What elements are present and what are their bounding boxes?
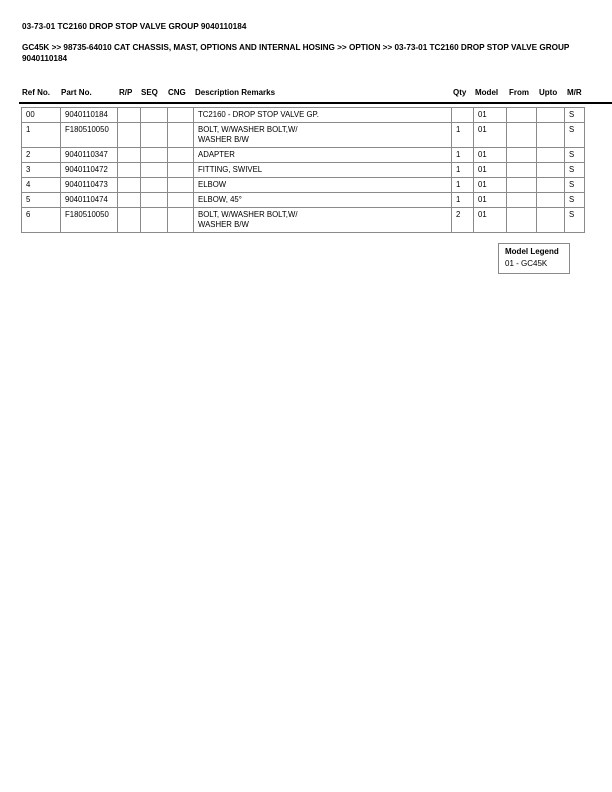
cell-upto [537,163,565,178]
cell-qty: 1 [452,123,474,148]
model-legend-entry: 01 - GC45K [505,259,548,268]
cell-qty: 2 [452,208,474,233]
cell-description [194,208,452,233]
model-legend [498,243,570,274]
header-part-no: Part No. [61,88,92,97]
cell-description [194,178,452,193]
cell-rp [118,193,141,208]
page-title: 03-73-01 TC2160 DROP STOP VALVE GROUP 9040110184 [22,22,247,31]
cell-seq [141,178,168,193]
header-model: Model [475,88,499,97]
cell-part-no: F180510050 [61,208,118,233]
cell-rp [118,178,141,193]
header-divider [19,102,612,104]
header-from: From [509,88,529,97]
cell-mr: S [565,193,585,208]
cell-part-no: F180510050 [61,123,118,148]
model-legend-title: Model Legend [505,247,559,256]
cell-ref-no: 5 [22,193,61,208]
cell-upto [537,123,565,148]
cell-ref-no: 3 [22,163,61,178]
cell-from [507,108,537,123]
header-mr: M/R [567,88,582,97]
cell-model: 01 [474,108,507,123]
cell-mr: S [565,208,585,233]
cell-model: 01 [474,193,507,208]
cell-from [507,163,537,178]
cell-rp [118,108,141,123]
cell-qty [452,108,474,123]
cell-upto [537,178,565,193]
table-header [22,88,586,102]
cell-description [194,163,452,178]
cell-mr: S [565,123,585,148]
cell-description [194,148,452,163]
cell-cng [168,123,194,148]
cell-cng [168,108,194,123]
table-row [22,123,585,148]
cell-mr: S [565,163,585,178]
header-description: Description Remarks [195,88,276,97]
cell-description [194,123,452,148]
header-qty: Qty [453,88,467,97]
table-row [22,163,585,178]
description-line-2: WASHER B/W [198,220,249,229]
cell-upto [537,193,565,208]
cell-seq [141,108,168,123]
cell-part-no: 9040110472 [61,163,118,178]
description-line: BOLT, W/WASHER BOLT,W/ [198,125,298,134]
cell-rp [118,208,141,233]
table-row [22,178,585,193]
cell-seq [141,163,168,178]
cell-cng [168,208,194,233]
cell-description [194,193,452,208]
cell-upto [537,208,565,233]
cell-part-no: 9040110473 [61,178,118,193]
cell-qty: 1 [452,178,474,193]
cell-cng [168,148,194,163]
cell-seq [141,123,168,148]
header-rp: R/P [119,88,133,97]
cell-rp [118,148,141,163]
header-ref-no: Ref No. [22,88,50,97]
description-line: ELBOW [198,180,227,189]
cell-from [507,178,537,193]
cell-ref-no: 2 [22,148,61,163]
cell-cng [168,178,194,193]
cell-seq [141,193,168,208]
cell-model: 01 [474,148,507,163]
table-row [22,208,585,233]
cell-part-no: 9040110474 [61,193,118,208]
header-cng: CNG [168,88,186,97]
cell-from [507,208,537,233]
cell-ref-no: 00 [22,108,61,123]
cell-from [507,193,537,208]
cell-upto [537,148,565,163]
cell-ref-no: 1 [22,123,61,148]
description-line: BOLT, W/WASHER BOLT,W/ [198,210,298,219]
cell-mr: S [565,148,585,163]
header-upto: Upto [539,88,558,97]
description-line: ADAPTER [198,150,235,159]
cell-model: 01 [474,123,507,148]
table-row [22,108,585,123]
cell-qty: 1 [452,163,474,178]
description-line: ELBOW, 45° [198,195,242,204]
cell-part-no: 9040110347 [61,148,118,163]
cell-ref-no: 4 [22,178,61,193]
cell-qty: 1 [452,193,474,208]
cell-model: 01 [474,163,507,178]
header-seq: SEQ [141,88,158,97]
cell-rp [118,163,141,178]
cell-from [507,148,537,163]
cell-rp [118,123,141,148]
cell-cng [168,163,194,178]
breadcrumb: GC45K >> 98735-64010 CAT CHASSIS, MAST, OPTIONS AND INTERNAL HOSING >> OPTION >> 03-73-01 TC2160 DROP STOP VALVE GROUP 9040110184 [22,43,570,63]
cell-seq [141,208,168,233]
cell-qty: 1 [452,148,474,163]
cell-from [507,123,537,148]
description-line: FITTING, SWIVEL [198,165,263,174]
parts-table [21,107,585,233]
table-row [22,148,585,163]
description-line: TC2160 - DROP STOP VALVE GP. [198,110,319,119]
cell-upto [537,108,565,123]
cell-model: 01 [474,178,507,193]
cell-part-no: 9040110184 [61,108,118,123]
cell-mr: S [565,108,585,123]
table-row [22,193,585,208]
cell-description [194,108,452,123]
cell-cng [168,193,194,208]
description-line-2: WASHER B/W [198,135,249,144]
cell-seq [141,148,168,163]
cell-ref-no: 6 [22,208,61,233]
cell-mr: S [565,178,585,193]
cell-model: 01 [474,208,507,233]
